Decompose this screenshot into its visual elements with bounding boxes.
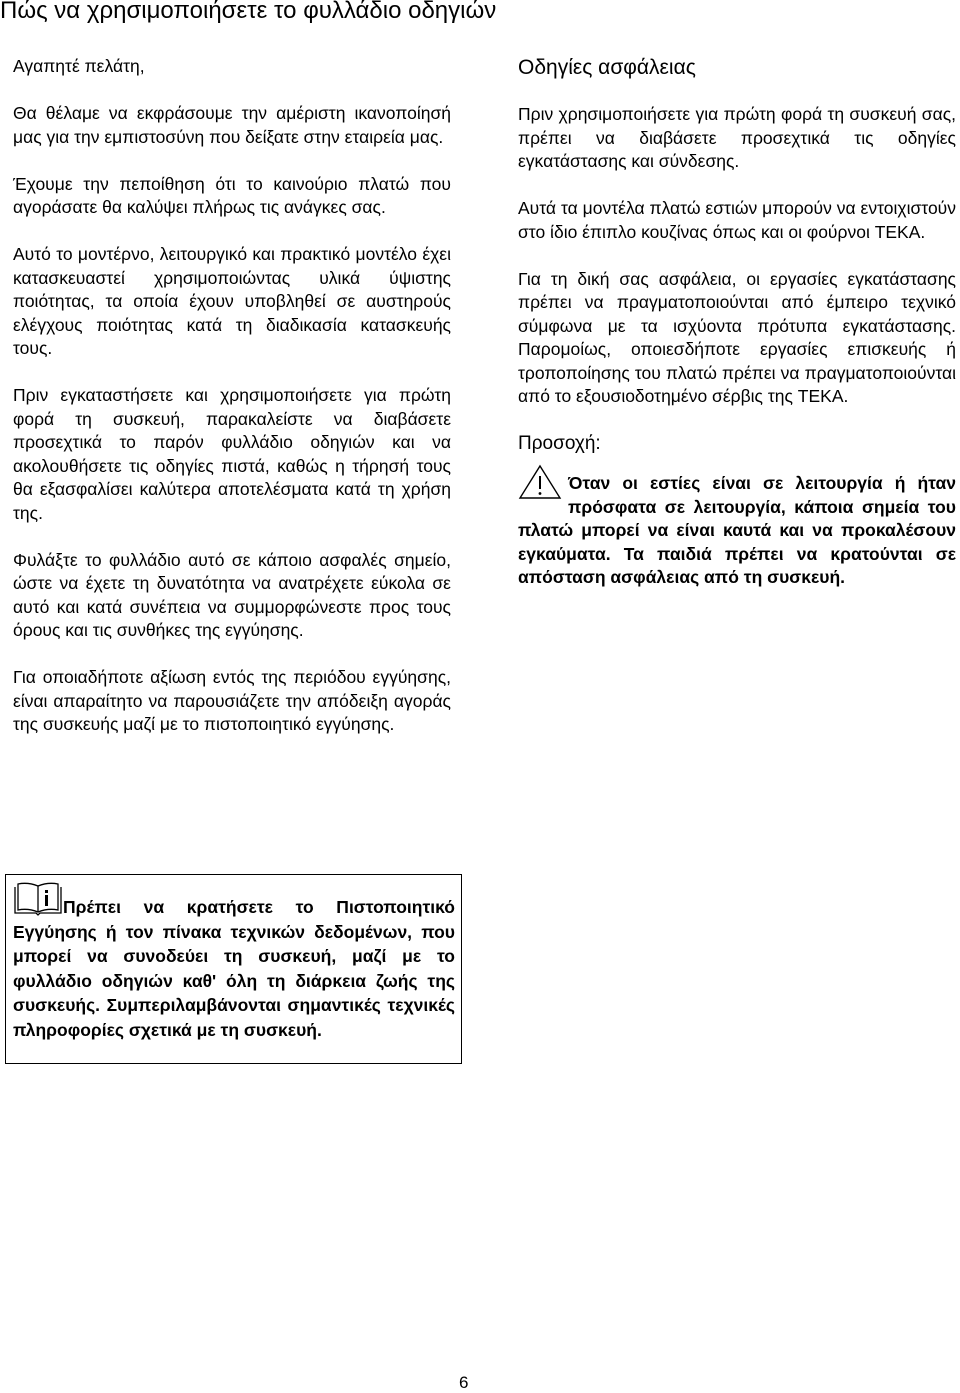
paragraph: Θα θέλαμε να εκφράσουμε την αμέριστη ικανοποίησή μας για την εμπιστοσύνη που δείξατε στην εταιρεία μας. — [13, 103, 451, 147]
caution-block — [518, 472, 956, 590]
warranty-notice-box — [5, 874, 462, 1064]
left-column — [13, 55, 451, 760]
page-number: 6 — [459, 1373, 469, 1392]
page-title: Πώς να χρησιμοποιήσετε το φυλλάδιο οδηγιών — [0, 0, 497, 24]
paragraph: Αυτό το μοντέρνο, λειτουργικό και πρακτικό μοντέλο έχει κατασκευαστεί χρησιμοποιώντας υλικά ύψιστης ποιότητας, τα οποία έχουν υποβληθεί σε αυστηρούς ελέγχους ποιότητας κατά τη διαδικασία κατασκευής τους. — [13, 244, 451, 358]
paragraph: Πριν εγκαταστήσετε και χρησιμοποιήσετε για πρώτη φορά τη συσκευή, παρακαλείστε να διαβάσετε προσεχτικά το παρόν φυλλάδιο οδηγιών και να ακολουθήσετε τις οδηγίες πιστά, καθώς η τήρησή τους θα εξασφαλίσει καλύτερα αποτελέσματα κατά τη χρήση της. — [13, 385, 451, 523]
greeting: Αγαπητέ πελάτη, — [13, 56, 145, 76]
paragraph: Έχουμε την πεποίθηση ότι το καινούριο πλατώ που αγοράσατε θα καλύψει πλήρως τις ανάγκες σας. — [13, 173, 451, 217]
caution-text: Όταν οι εστίες είναι σε λειτουργία ή ήταν πρόσφατα σε λειτουργία, κάποια σημεία του πλατώ μπορεί να είναι καυτά και να προκαλέσουν εγκαύματα. Τα παιδιά πρέπει να κρατούνται σε απόσταση ασφάλειας από τη συσκευή. — [518, 473, 956, 587]
paragraph: Πριν χρησιμοποιήσετε για πρώτη φορά τη συσκευή σας, πρέπει να διαβάσετε προσεχτικά τις οδηγίες εγκατάστασης και σύνδεσης. — [518, 104, 956, 171]
safety-heading: Οδηγίες ασφάλειας — [518, 56, 696, 79]
paragraph: Για οποιαδήποτε αξίωση εντός της περιόδου εγγύησης, είναι απαραίτητο να παρουσιάζετε την απόδειξη αγοράς της συσκευής μαζί με το πιστοποιητικό εγγύησης. — [13, 667, 451, 734]
warning-triangle-icon — [518, 464, 562, 500]
paragraph: Φυλάξτε το φυλλάδιο αυτό σε κάποιο ασφαλές σημείο, ώστε να έχετε τη δυνατότητα να ανατρέχετε εύκολα σε αυτό και κατά συνέπεια να συμμορφώνεστε προς τους όρους και τις συνθήκες της εγγύησης. — [13, 549, 451, 640]
caution-heading: Προσοχή: — [518, 433, 601, 454]
right-column — [518, 55, 956, 613]
paragraph: Για τη δική σας ασφάλεια, οι εργασίες εγκατάστασης πρέπει να πραγματοποιούνται από έμπειρο τεχνικό σύμφωνα με τα ισχύοντα πρότυπα εγκατάστασης. Παρομοίως, οποιεσδήποτε εργασίες επισκευής ή τροποποίησης του πλατώ πρέπει να πραγματοποιούνται από το εξουσιοδοτημένο σέρβις της TEKA. — [518, 268, 956, 406]
paragraph: Αυτά τα μοντέλα πλατώ εστιών μπορούν να εντοιχιστούν στο ίδιο έπιπλο κουζίνας όπως και οι φούρνοι TEKA. — [518, 198, 956, 242]
notice-text: Πρέπει να κρατήσετε το Πιστοποιητικό Εγγύησης ή τον πίνακα τεχνικών δεδομένων, που μπορεί να συνοδεύει τη συσκευή, μαζί με το φυλλάδιο οδηγιών καθ' όλη τη διάρκεια ζωής της συσκευής. Συμπεριλαμβάνονται σημαντικές τεχνικές πληροφορίες σχετικά με τη συσκευή. — [13, 897, 455, 1040]
